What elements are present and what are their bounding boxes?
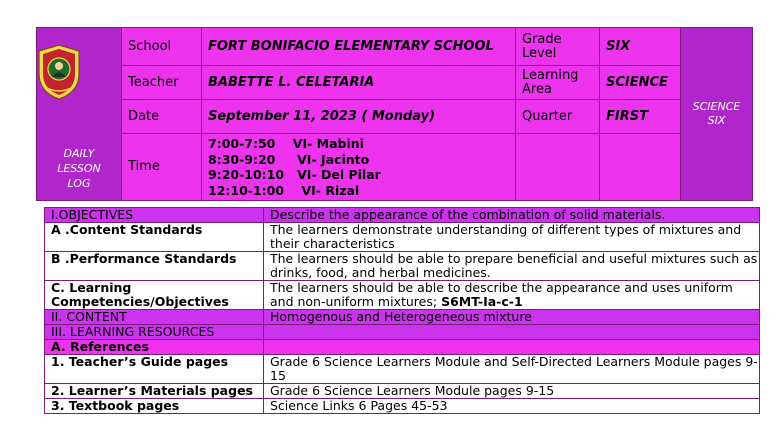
table-row [45, 355, 760, 384]
schedule-list [202, 134, 516, 201]
textbook-value: Science Links 6 Pages 45-53 [264, 399, 760, 414]
quarter-value: FIRST [600, 100, 681, 134]
schedule-item: 9:20-10:10 VI- Del Pilar [208, 167, 381, 182]
school-seal-icon [37, 44, 81, 100]
grade-label: Grade Level [516, 28, 600, 66]
teacher-value: BABETTE L. CELETARIA [202, 66, 516, 100]
daily-lesson-log-title: DAILY LESSON LOG [57, 147, 101, 190]
header-table [36, 27, 753, 201]
table-row [45, 208, 760, 223]
content-standards-label: A .Content Standards [45, 223, 264, 252]
empty-cell [516, 134, 600, 201]
date-label: Date [122, 100, 202, 134]
table-row [45, 340, 760, 355]
empty-cell [600, 134, 681, 201]
textbook-label: 3. Textbook pages [45, 399, 264, 414]
table-row [45, 384, 760, 399]
performance-standards-value: The learners should be able to prepare beneficial and useful mixtures such as drinks, food, and herbal medicines. [264, 252, 760, 281]
grade-value: SIX [600, 28, 681, 66]
table-row [45, 310, 760, 325]
content-value: Homogenous and Heterogeneous mixture [264, 310, 760, 325]
competencies-value: The learners should be able to describe the appearance and uses uniform and non-uniform mixtures; S6MT-Ia-c-1 [264, 281, 760, 310]
content-label: II. CONTENT [45, 310, 264, 325]
table-row [45, 223, 760, 252]
empty-cell [264, 340, 760, 355]
learners-materials-value: Grade 6 Science Learners Module pages 9-15 [264, 384, 760, 399]
objectives-value: Describe the appearance of the combination of solid materials. [264, 208, 760, 223]
schedule-item: 12:10-1:00 VI- Rizal [208, 182, 360, 198]
area-value: SCIENCE [600, 66, 681, 100]
empty-cell [264, 325, 760, 340]
teachers-guide-label: 1. Teacher’s Guide pages [45, 355, 264, 384]
school-value: FORT BONIFACIO ELEMENTARY SCHOOL [202, 28, 516, 66]
schedule-item: 7:00-7:50 VI- Mabini [208, 136, 364, 151]
objectives-table [44, 207, 760, 414]
school-label: School [122, 28, 202, 66]
performance-standards-label: B .Performance Standards [45, 252, 264, 281]
quarter-label: Quarter [516, 100, 600, 134]
objectives-label: I.OBJECTIVES [45, 208, 264, 223]
area-label: Learning Area [516, 66, 600, 100]
time-label: Time [122, 134, 202, 201]
resources-label: III. LEARNING RESOURCES [45, 325, 264, 340]
references-label: A. References [45, 340, 264, 355]
teacher-label: Teacher [122, 66, 202, 100]
table-row [45, 281, 760, 310]
table-row [45, 325, 760, 340]
competencies-label: C. Learning Competencies/Objectives [45, 281, 264, 310]
learners-materials-label: 2. Learner’s Materials pages [45, 384, 264, 399]
date-value: September 11, 2023 ( Monday) [202, 100, 516, 134]
subject-tag: SCIENCE SIX [681, 28, 753, 201]
teachers-guide-value: Grade 6 Science Learners Module and Self-Directed Learners Module pages 9-15 [264, 355, 760, 384]
competency-code: S6MT-Ia-c-1 [441, 294, 523, 309]
table-row [45, 399, 760, 414]
content-standards-value: The learners demonstrate understanding of different types of mixtures and their characteristics [264, 223, 760, 252]
table-row [45, 252, 760, 281]
schedule-item: 8:30-9:20 VI- Jacinto [208, 151, 370, 167]
logo-cell [37, 28, 122, 201]
